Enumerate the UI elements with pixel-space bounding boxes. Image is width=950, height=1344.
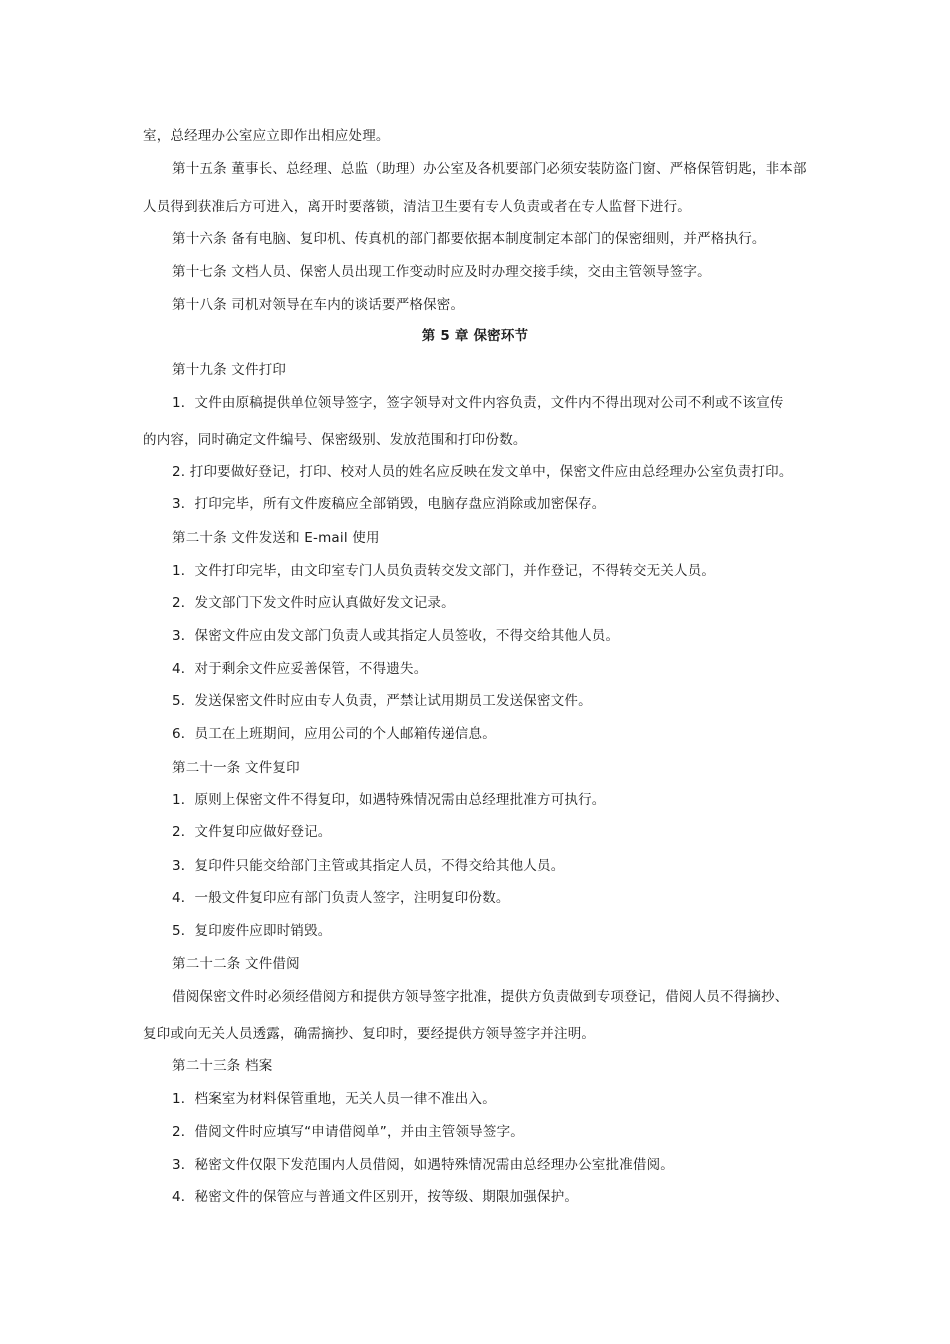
article-23-title: 第二十三条 档案 [172, 1058, 273, 1074]
article-20-title: 第二十条 文件发送和 E-mail 使用 [172, 530, 380, 546]
article-21-item-2: 2．文件复印应做好登记。 [172, 824, 332, 840]
article-18: 第十八条 司机对领导在车内的谈话要严格保密。 [172, 297, 465, 313]
article-22-body-line-1: 借阅保密文件时必须经借阅方和提供方领导签字批准，提供方负责做到专项登记，借阅人员不得摘抄、 [172, 989, 789, 1005]
article-20-item-6: 6．员工在上班期间，应用公司的个人邮箱传递信息。 [172, 726, 496, 742]
article-19-item-1-line-2: 的内容，同时确定文件编号、保密级别、发放范围和打印份数。 [143, 432, 527, 448]
article-21-title: 第二十一条 文件复印 [172, 760, 300, 776]
article-19-item-1-line-1: 1．文件由原稿提供单位领导签字，签字领导对文件内容负责，文件内不得出现对公司不利或不该宣传 [172, 395, 784, 411]
article-20-item-2: 2．发文部门下发文件时应认真做好发文记录。 [172, 595, 455, 611]
article-21-item-4: 4．一般文件复印应有部门负责人签字，注明复印份数。 [172, 890, 510, 906]
article-19-title: 第十九条 文件打印 [172, 362, 287, 378]
article-21-item-1: 1．原则上保密文件不得复印，如遇特殊情况需由总经理批准方可执行。 [172, 792, 606, 808]
paragraph-line: 室，总经理办公室应立即作出相应处理。 [143, 128, 390, 144]
article-17: 第十七条 文档人员、保密人员出现工作变动时应及时办理交接手续，交由主管领导签字。 [172, 264, 711, 280]
article-20-item-3: 3．保密文件应由发文部门负责人或其指定人员签收，不得交给其他人员。 [172, 628, 620, 644]
chapter-5-heading: 第 5 章 保密环节 [421, 328, 529, 344]
article-19-item-2: 2. 打印要做好登记，打印、校对人员的姓名应反映在发文单中，保密文件应由总经理办公室负责打印。 [172, 464, 793, 480]
article-23-item-1: 1．档案室为材料保管重地，无关人员一律不准出入。 [172, 1091, 496, 1107]
article-21-item-5: 5．复印废件应即时销毁。 [172, 923, 332, 939]
article-21-item-3: 3．复印件只能交给部门主管或其指定人员，不得交给其他人员。 [172, 858, 565, 874]
article-20-item-5: 5．发送保密文件时应由专人负责，严禁让试用期员工发送保密文件。 [172, 693, 592, 709]
article-23-item-4: 4．秘密文件的保管应与普通文件区别开，按等级、期限加强保护。 [172, 1189, 579, 1205]
article-15-line-2: 人员得到获准后方可进入，离开时要落锁，清洁卫生要有专人负责或者在专人监督下进行。 [143, 199, 691, 215]
article-19-item-3: 3．打印完毕，所有文件废稿应全部销毁，电脑存盘应消除或加密保存。 [172, 496, 606, 512]
article-20-item-4: 4．对于剩余文件应妥善保管，不得遗失。 [172, 661, 428, 677]
article-23-item-2: 2．借阅文件时应填写“申请借阅单”，并由主管领导签字。 [172, 1124, 524, 1140]
article-23-item-3: 3．秘密文件仅限下发范围内人员借阅，如遇特殊情况需由总经理办公室批准借阅。 [172, 1157, 674, 1173]
article-22-title: 第二十二条 文件借阅 [172, 956, 300, 972]
article-20-item-1: 1．文件打印完毕，由文印室专门人员负责转交发文部门，并作登记，不得转交无关人员。 [172, 563, 716, 579]
article-15-line-1: 第十五条 董事长、总经理、总监（助理）办公室及各机要部门必须安装防盗门窗、严格保管钥匙，非本部 [172, 161, 807, 177]
article-16: 第十六条 备有电脑、复印机、传真机的部门都要依据本制度制定本部门的保密细则，并严格执行。 [172, 231, 766, 247]
article-22-body-line-2: 复印或向无关人员透露，确需摘抄、复印时，要经提供方领导签字并注明。 [143, 1026, 596, 1042]
